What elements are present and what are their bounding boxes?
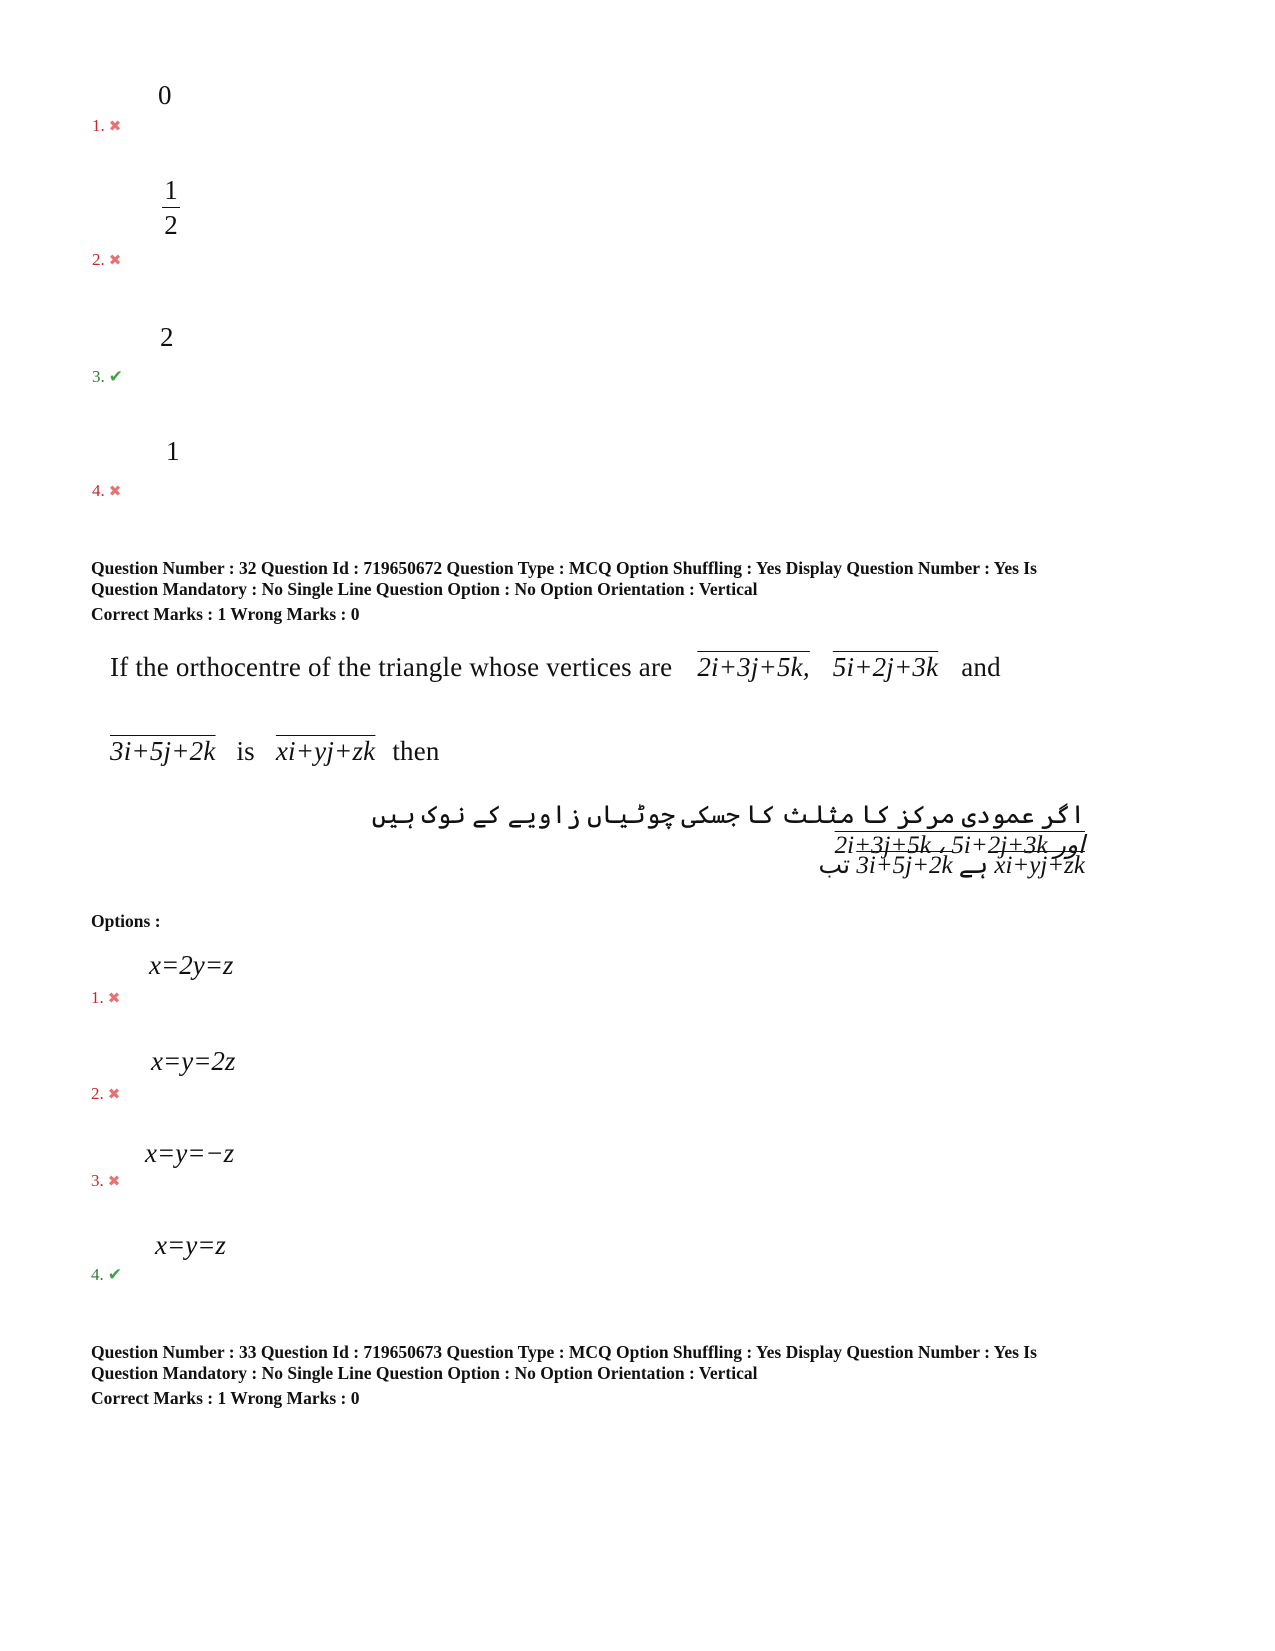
urdu-tab: تب: [818, 852, 851, 879]
wrong-icon: ✖: [108, 484, 122, 500]
prev-option-1-value: 0: [158, 80, 172, 110]
urdu-vectors: 2i+3j+5k ، 5i+2j+3k اور: [834, 832, 1085, 859]
option-number: 3.: [92, 367, 105, 386]
q32-urdu-line2: [485, 850, 1085, 880]
q33-meta-line1: Question Number : 33 Question Id : 719650673 Question Type : MCQ Option Shuffling : Yes Display Question Number : Yes Is: [91, 1342, 1037, 1362]
q33-meta: [91, 1342, 1201, 1409]
q33-meta-line2: Question Mandatory : No Single Line Question Option : No Option Orientation : Vertical: [91, 1363, 758, 1383]
prev-option-3-label: [92, 367, 123, 387]
wrong-icon: ✖: [108, 253, 122, 269]
q32-option-2-value: x=y=2z: [151, 1046, 236, 1076]
urdu-text-1: اگر عمودی مرکز کا مثلث کا جسکی چوٹیاں زاویے کے نوک ہیں: [371, 802, 1085, 829]
q32-option-4-label: [91, 1265, 122, 1285]
q32-marks: Correct Marks : 1 Wrong Marks : 0: [91, 604, 360, 624]
q32-question-line2: [110, 736, 440, 767]
check-icon: ✔: [108, 367, 123, 386]
option-number: 1.: [92, 116, 105, 135]
orthocentre-vector: xi+yj+zk: [275, 736, 376, 766]
q32-text-is: is: [236, 736, 255, 766]
wrong-icon: ✖: [108, 119, 122, 135]
prev-option-3-value: 2: [160, 322, 174, 352]
option-number: 1.: [91, 988, 104, 1007]
prev-option-1-label: [92, 116, 121, 136]
q32-text-a: If the orthocentre of the triangle whose vertices are: [110, 652, 673, 682]
option-number: 3.: [91, 1171, 104, 1190]
q32-option-1-label: [91, 988, 120, 1008]
q32-meta: [91, 558, 1201, 625]
option-number: 2.: [91, 1084, 104, 1103]
prev-option-2-fraction: [162, 176, 180, 240]
q32-option-3-value: x=y=−z: [145, 1138, 235, 1168]
vertex-vector-3: 3i+5j+2k: [110, 736, 216, 766]
q32-option-3-label: [91, 1171, 120, 1191]
q32-option-1-value: x=2y=z: [149, 950, 234, 980]
prev-option-4-label: [92, 481, 121, 501]
fraction-bar: [162, 207, 180, 208]
prev-option-2-label: [92, 250, 121, 270]
q32-question-line1: [110, 652, 1110, 683]
denominator: 2: [164, 210, 178, 241]
wrong-icon: ✖: [107, 1174, 121, 1190]
q33-marks: Correct Marks : 1 Wrong Marks : 0: [91, 1388, 360, 1408]
option-number: 4.: [92, 481, 105, 500]
option-number: 2.: [92, 250, 105, 269]
option-number: 4.: [91, 1265, 104, 1284]
q32-text-and: and: [961, 652, 1001, 682]
prev-option-4-value: 1: [166, 436, 180, 466]
vertex-vector-1: 2i+3j+5k,: [697, 652, 810, 682]
q32-text-then: then: [392, 736, 440, 766]
q32-meta-line1: Question Number : 32 Question Id : 719650672 Question Type : MCQ Option Shuffling : Yes Display Question Number : Yes Is: [91, 558, 1037, 578]
vertex-vector-2: 5i+2j+3k: [832, 652, 939, 682]
urdu-orthocentre-vector: xi+yj+zk: [994, 852, 1085, 879]
options-label: Options :: [91, 911, 161, 931]
wrong-icon: ✖: [107, 991, 121, 1007]
q32-option-4-value: x=y=z: [155, 1230, 226, 1260]
check-icon: ✔: [107, 1265, 122, 1284]
urdu-vertex-vector-3: 3i+5j+2k: [856, 852, 953, 879]
wrong-icon: ✖: [107, 1087, 121, 1103]
numerator: 1: [164, 175, 178, 205]
q32-option-2-label: [91, 1084, 120, 1104]
urdu-hai: ہے: [958, 852, 989, 879]
q32-meta-line2: Question Mandatory : No Single Line Question Option : No Option Orientation : Vertical: [91, 579, 758, 599]
